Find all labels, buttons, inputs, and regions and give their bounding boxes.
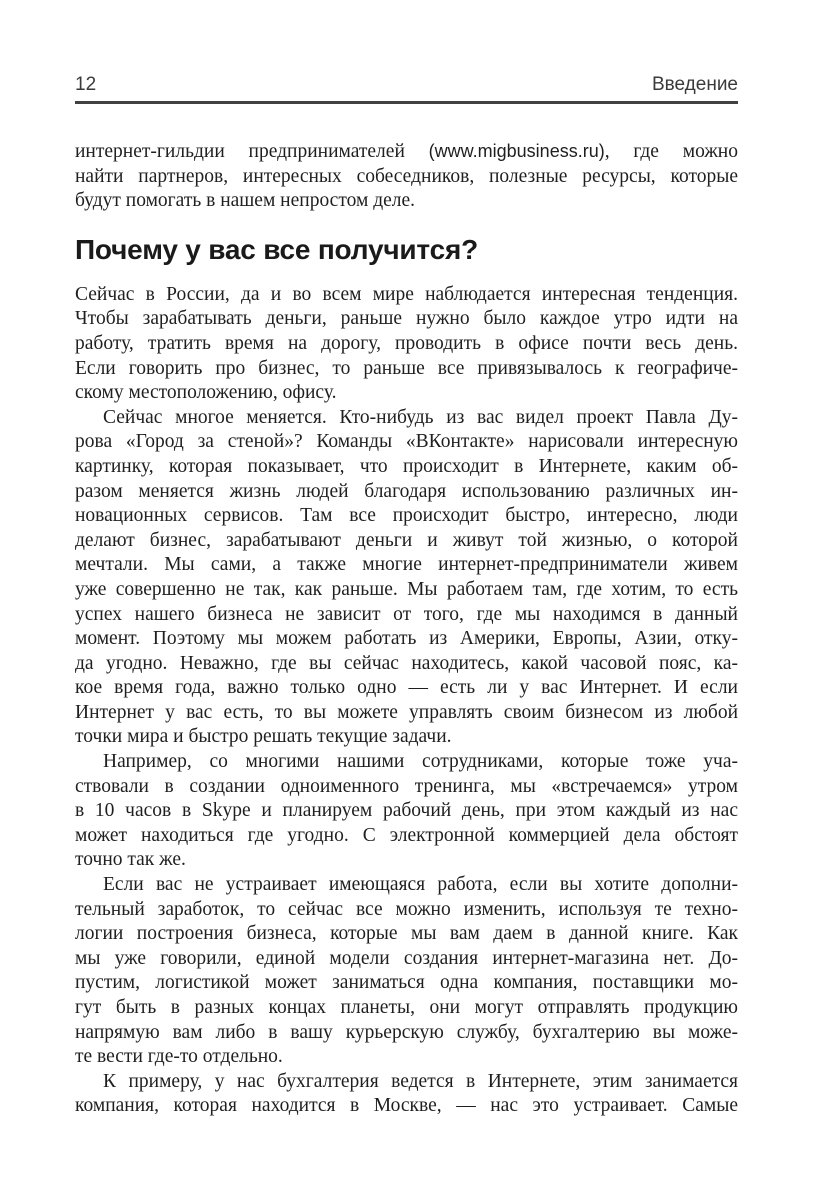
text-line: Чтобы зарабатывать деньги, раньше нужно было каждое утро идти на <box>75 308 738 330</box>
text-line: Если вас не устраивает имеющаяся работа, если вы хотите дополни- <box>103 874 738 896</box>
text-line: тельный заработок, то сейчас все можно изменить, используя те техно- <box>75 898 738 920</box>
text-line: компания, которая находится в Москве, — нас это устраивает. Самые <box>75 1095 738 1117</box>
text-line: пустим, логистикой может заниматься одна компания, поставщики мо- <box>75 972 738 994</box>
text-segment: , где можно <box>604 141 738 162</box>
text-line: Сейчас многое меняется. Кто-нибудь из вас видел проект Павла Ду- <box>103 406 738 428</box>
paragraph <box>75 750 738 873</box>
text-line: может находиться где угодно. С электронной коммерцией дела обстоят <box>75 824 738 846</box>
header-rule <box>75 101 738 104</box>
text-line: успех нашего бизнеса не зависит от того, где мы находимся в данный <box>75 603 738 625</box>
page-body-text <box>75 139 738 1119</box>
text-line: момент. Поэтому мы можем работать из Америки, Европы, Азии, отку- <box>75 628 738 650</box>
text-line: точно так же. <box>75 849 186 871</box>
paragraph <box>75 873 738 1070</box>
text-line <box>75 139 738 165</box>
text-line: Если говорить про бизнес, то раньше все привязывалось к географиче- <box>75 357 738 379</box>
page-header <box>75 74 738 96</box>
text-line: Сейчас в России, да и во всем мире наблюдается интересная тенденция. <box>75 283 738 305</box>
text-line: новационных сервисов. Там все происходит быстро, интересно, люди <box>75 505 738 527</box>
text-line: разом меняется жизнь людей благодаря использованию различных ин- <box>75 480 738 502</box>
text-line: мечтали. Мы сами, а также многие интернет-предприниматели живем <box>75 554 738 576</box>
text-line: гут быть в разных концах планеты, они могут отправлять продукцию <box>75 997 738 1018</box>
text-line: точки мира и быстро решать текущие задачи. <box>75 726 452 748</box>
text-line: логии построения бизнеса, которые мы вам даем в данной книге. Как <box>75 923 738 945</box>
paragraph <box>75 1070 738 1119</box>
text-line: скому местоположению, офису. <box>75 382 337 404</box>
text-line: да угодно. Неважно, где вы сейчас находитесь, какой часовой пояс, ка- <box>75 652 738 674</box>
text-line: напрямую вам либо в вашу курьерскую службу, бухгалтерию вы може- <box>75 1021 738 1043</box>
page-number: 12 <box>75 74 97 95</box>
text-line: те вести где-то отдельно. <box>75 1046 283 1068</box>
text-line: К примеру, у нас бухгалтерия ведется в Интернете, этим занимается <box>103 1070 738 1092</box>
paragraph <box>75 283 738 406</box>
section-heading: Почему у вас все получится? <box>75 233 478 265</box>
text-line: работу, тратить время на дорогу, проводить в офисе почти весь день. <box>75 332 738 354</box>
text-line: Интернет у вас есть, то вы можете управлять своим бизнесом из любой <box>75 701 738 723</box>
text-line: Например, со многими нашими сотрудниками, которые тоже уча- <box>103 751 738 773</box>
text-line: кое время года, важно только одно — есть ли у вас Интернет. И если <box>75 677 738 699</box>
paragraph <box>75 139 738 214</box>
text-line: мы уже говорили, единой модели создания интернет-магазина нет. До- <box>75 947 738 969</box>
chapter-title: Введение <box>651 74 738 95</box>
text-line: делают бизнес, зарабатывают деньги и живут той жизнью, о которой <box>75 529 738 551</box>
text-line: ствовали в создании одноименного тренинга, мы «встречаемся» утром <box>75 775 738 797</box>
text-line: найти партнеров, интересных собеседников, полезные ресурсы, которые <box>75 165 738 187</box>
text-line: рова «Город за стеной»? Команды «ВКонтакте» нарисовали интересную <box>75 431 738 453</box>
paragraph <box>75 406 738 750</box>
text-line: уже совершенно не так, как раньше. Мы работаем там, где хотим, то есть <box>75 578 738 600</box>
url-text: (www.migbusiness.ru) <box>428 141 605 161</box>
text-line: будут помогать в нашем непростом деле. <box>75 190 416 212</box>
text-line: в 10 часов в Skype и планируем рабочий день, при этом каждый из нас <box>75 800 738 822</box>
text-segment: интернет-гильдии предпринимателей <box>75 141 429 162</box>
text-line: картинку, которая показывает, что происходит в Интернете, каким об- <box>75 455 738 477</box>
